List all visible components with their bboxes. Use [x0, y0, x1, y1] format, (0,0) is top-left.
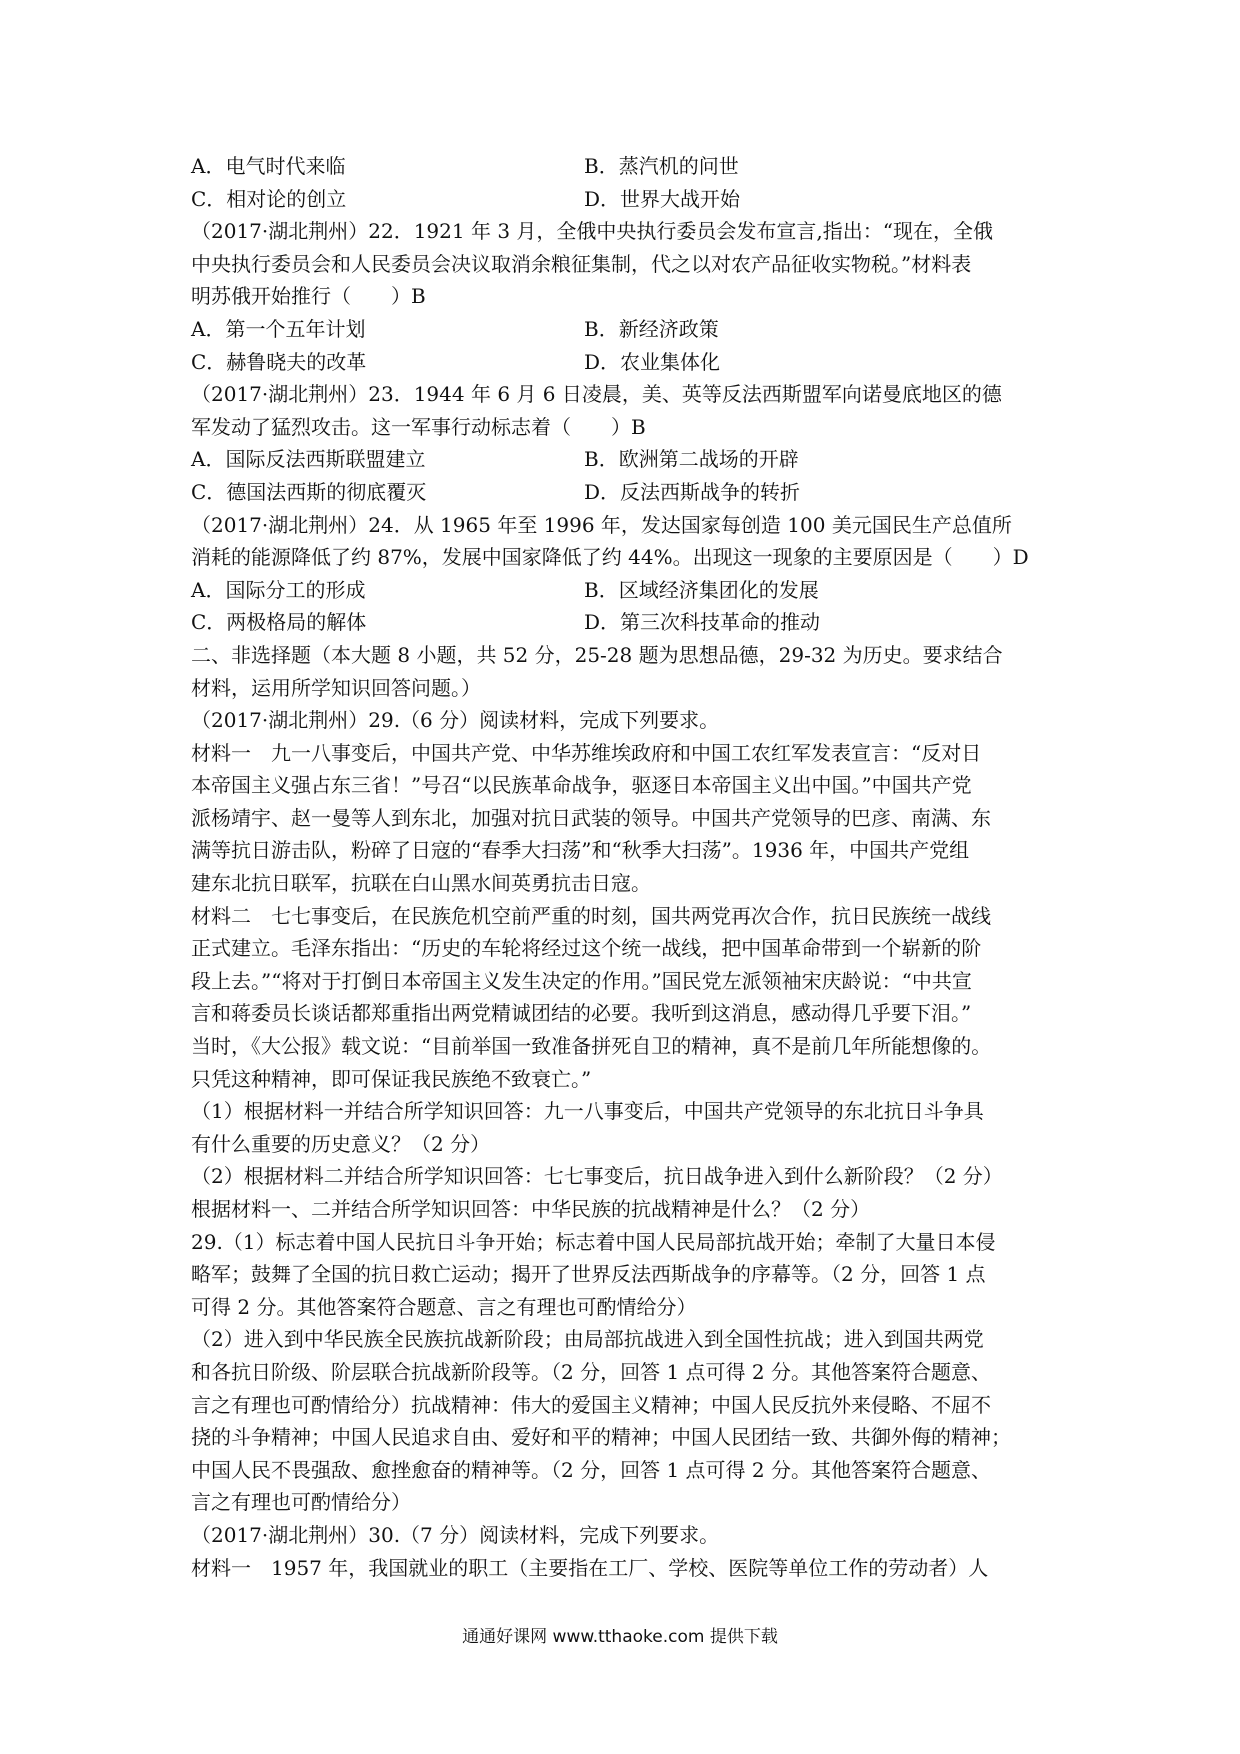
- option-b: B．欧洲第二战场的开辟: [584, 447, 799, 472]
- section-heading: 二、非选择题（本大题 8 小题，共 52 分，25-28 题为思想品德，29-32 为历史。要求结合: [191, 642, 1003, 667]
- question-29-line: 满等抗日游击队，粉碎了日寇的“春季大扫荡”和“秋季大扫荡”。1936 年，中国共产党组: [191, 838, 970, 863]
- option-b: B．新经济政策: [584, 316, 719, 341]
- question-29-line: （2）根据材料二并结合所学知识回答：七七事变后，抗日战争进入到什么新阶段？（2 分）: [191, 1164, 1003, 1189]
- answer-29-line: 挠的斗争精神；中国人民追求自由、爱好和平的精神；中国人民团结一致、共御外侮的精神；: [191, 1425, 1011, 1450]
- answer-29-line: 和各抗日阶级、阶层联合抗战新阶段等。（2 分，回答 1 点可得 2 分。其他答案符合题意、: [191, 1359, 991, 1384]
- option-row: [191, 443, 1061, 476]
- answer-29-line: 中国人民不畏强敌、愈挫愈奋的精神等。（2 分，回答 1 点可得 2 分。其他答案符合题意、: [191, 1457, 991, 1482]
- option-c: C．相对论的创立: [191, 186, 347, 211]
- question-29-line: 根据材料一、二并结合所学知识回答：中华民族的抗战精神是什么？（2 分）: [191, 1197, 871, 1221]
- section-heading: 材料，运用所学知识回答问题。）: [191, 675, 481, 700]
- question-29-line: 正式建立。毛泽东指出：“历史的车轮将经过这个统一战线，把中国革命带到一个崭新的阶: [191, 936, 982, 961]
- option-row: [191, 346, 1061, 379]
- question-29-line: （2017·湖北荆州）29.（6 分）阅读材料，完成下列要求。: [191, 708, 720, 733]
- question-29-line: 只凭这种精神，即可保证我民族绝不致衰亡。”: [191, 1066, 592, 1091]
- option-d: D．农业集体化: [584, 349, 721, 374]
- option-d: D．世界大战开始: [584, 186, 741, 211]
- question-22-line: 中央执行委员会和人民委员会决议取消余粮征集制，代之以对农产品征收实物税。”材料表: [191, 251, 972, 276]
- question-24-line: 消耗的能源降低了约 87%，发展中国家降低了约 44%。出现这一现象的主要原因是（ ）D: [191, 545, 1029, 570]
- question-23-line: （2017·湖北荆州）23．1944 年 6 月 6 日凌晨，美、英等反法西斯盟军向诺曼底地区的德: [191, 382, 1002, 407]
- option-a: A．电气时代来临: [191, 154, 346, 178]
- answer-29-line: 29.（1）标志着中国人民抗日斗争开始；标志着中国人民局部抗战开始；牵制了大量日本侵: [191, 1229, 996, 1254]
- option-a: A．国际反法西斯联盟建立: [191, 447, 426, 472]
- answer-29-line: （2）进入到中华民族全民族抗战新阶段；由局部抗战进入到全国性抗战；进入到国共两党: [191, 1327, 984, 1352]
- question-23-line: 军发动了猛烈攻击。这一军事行动标志着（ ）B: [191, 414, 646, 439]
- question-29-line: 段上去。”“将对于打倒日本帝国主义发生决定的作用。”国民党左派领袖宋庆龄说：“中共宣: [191, 968, 972, 993]
- question-29-line: （1）根据材料一并结合所学知识回答：九一八事变后，中国共产党领导的东北抗日斗争具: [191, 1099, 984, 1124]
- question-29-line: 材料一 九一八事变后，中国共产党、中华苏维埃政府和中国工农红军发表宣言：“反对日: [191, 740, 982, 765]
- option-row: [191, 313, 1061, 346]
- option-row: [191, 606, 1061, 639]
- option-row: [191, 574, 1061, 607]
- document-body: [191, 150, 1061, 1584]
- question-29-line: 言和蒋委员长谈话都郑重指出两党精诚团结的必要。我听到这消息，感动得几乎要下泪。”: [191, 1001, 972, 1026]
- question-24-line: （2017·湖北荆州）24．从 1965 年至 1996 年，发达国家每创造 100 美元国民生产总值所: [191, 512, 1012, 537]
- option-d: D．反法西斯战争的转折: [584, 479, 801, 504]
- answer-29-line: 可得 2 分。其他答案符合题意、言之有理也可酌情给分）: [191, 1294, 697, 1319]
- option-c: C．赫鲁晓夫的改革: [191, 349, 367, 374]
- page-footer: 通通好课网 www.tthaoke.com 提供下载: [462, 1627, 778, 1647]
- question-29-line: 材料二 七七事变后，在民族危机空前严重的时刻，国共两党再次合作，抗日民族统一战线: [191, 903, 991, 928]
- answer-29-line: 言之有理也可酌情给分）: [191, 1490, 411, 1515]
- option-c: C．两极格局的解体: [191, 610, 367, 635]
- question-29-line: 派杨靖宇、赵一曼等人到东北，加强对抗日武装的领导。中国共产党领导的巴彦、南满、东: [191, 805, 991, 830]
- option-a: A．第一个五年计划: [191, 316, 366, 341]
- answer-29-line: 略军；鼓舞了全国的抗日救亡运动；揭开了世界反法西斯战争的序幕等。（2 分，回答 1 点: [191, 1262, 986, 1287]
- option-row: [191, 183, 1061, 216]
- question-29-line: 当时，《大公报》载文说：“目前举国一致准备拼死自卫的精神，真不是前几年所能想像的。: [191, 1034, 992, 1059]
- question-29-line: 建东北抗日联军，抗联在白山黑水间英勇抗击日寇。: [191, 871, 651, 896]
- option-d: D．第三次科技革命的推动: [584, 610, 821, 635]
- option-row: [191, 476, 1061, 509]
- question-30-line: （2017·湖北荆州）30.（7 分）阅读材料，完成下列要求。: [191, 1522, 720, 1547]
- question-22-line: （2017·湖北荆州）22．1921 年 3 月，全俄中央执行委员会发布宣言,指出：“现在，全俄: [191, 219, 993, 244]
- question-30-line: 材料一 1957 年，我国就业的职工（主要指在工厂、学校、医院等单位工作的劳动者）人: [191, 1555, 989, 1580]
- answer-29-line: 言之有理也可酌情给分）抗战精神：伟大的爱国主义精神；中国人民反抗外来侵略、不屈不: [191, 1392, 991, 1417]
- question-29-line: 本帝国主义强占东三省！”号召“以民族革命战争，驱逐日本帝国主义出中国。”中国共产党: [191, 773, 972, 798]
- option-b: B．区域经济集团化的发展: [584, 577, 819, 602]
- question-29-line: 有什么重要的历史意义？（2 分）: [191, 1131, 491, 1156]
- question-22-line: 明苏俄开始推行（ ）B: [191, 284, 426, 309]
- option-c: C．德国法西斯的彻底覆灭: [191, 479, 427, 504]
- option-b: B．蒸汽机的问世: [584, 154, 739, 178]
- option-row: [191, 150, 1061, 183]
- option-a: A．国际分工的形成: [191, 577, 366, 602]
